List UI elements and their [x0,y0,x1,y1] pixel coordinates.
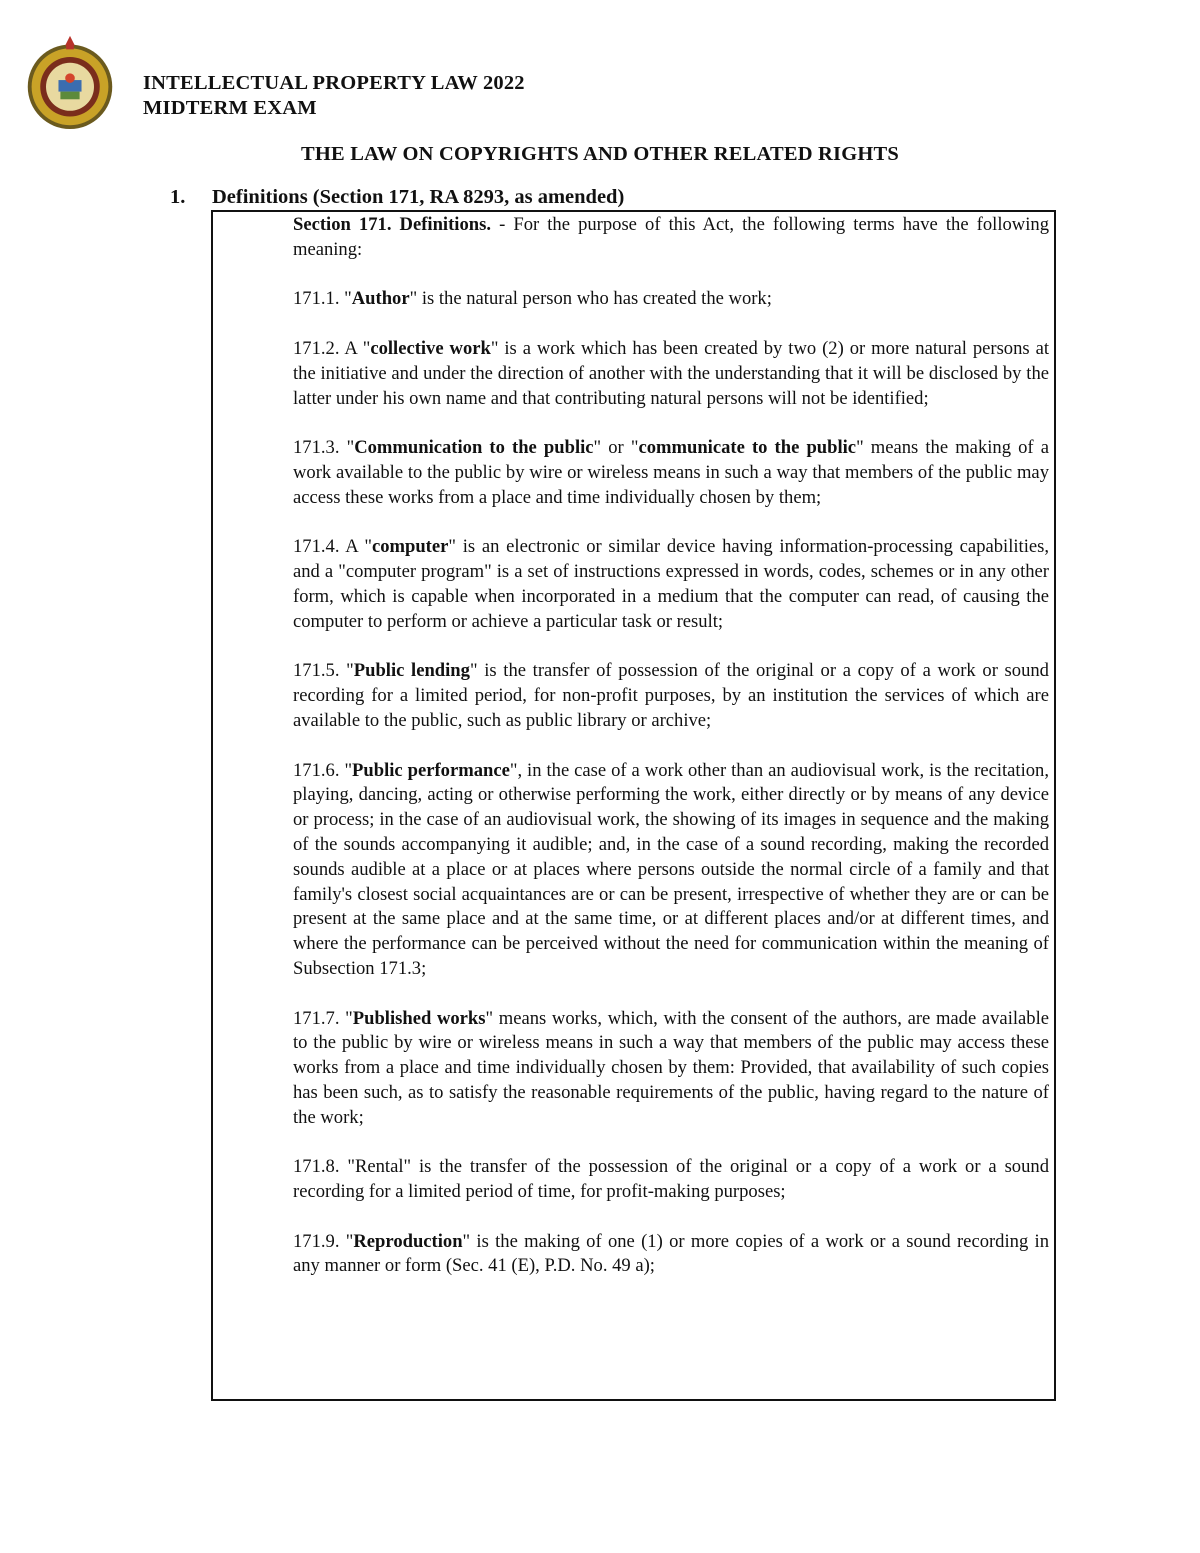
definition-text: ", in the case of a work other than an audiovisual work, is the recitation, playing, dancing, acting or otherwise performing the work, either directly or by means of any device or process; in the case of an audiovisual work, the showing of its images in sequence and the making of the sounds accompanying it audible; and, in the case of a sound recording, making the recorded sounds audible at a place or at places where persons outside the normal circle of a family and that family's closest social acquaintances are or can be present, irrespective of whether they are or can be present at the same place and at the same time, or at different places and/or at different times, and where the performance can be perceived without the need for communication within the meaning of Subsection 171.3; [293,759,1049,979]
defined-term: Reproduction [353,1230,463,1252]
definition-text: 171.9. " [293,1230,354,1252]
definition-text: 171.8. "Rental" is the transfer of the possession of the original or a copy of a work or a sound recording for a limited period of time, for profit-making purposes; [293,1156,1049,1203]
defined-term: Public performance [352,759,510,781]
document-title: THE LAW ON COPYRIGHTS AND OTHER RELATED RIGHTS [301,143,899,165]
definition-text: 171.2. A " [293,337,371,359]
definition-text: 171.3. " [293,437,355,459]
definition-paragraph [293,1007,1049,1131]
definition-text: 171.6. " [293,759,353,781]
item-number: 1. [170,186,186,208]
definition-text: " is the natural person who has created the work; [409,288,772,310]
definition-text: " is the transfer of possession of the original or a copy of a work or sound recording for a limited period, for non-profit purposes, by an institution the services of which are available to the public, such as public library or archive; [293,660,1049,731]
exam-course-title: INTELLECTUAL PROPERTY LAW 2022 [143,72,525,94]
definition-text: " means the making of a work available to the public by wire or wireless means in such a way that members of the public may access these works from a place and time individually chosen by them; [293,437,1049,508]
exam-type: MIDTERM EXAM [143,97,317,119]
definition-text: 171.7. " [293,1007,353,1029]
definition-text: 171.1. " [293,288,352,310]
definition-paragraph [293,1155,1049,1205]
defined-term: collective work [370,337,491,359]
definition-paragraph [293,659,1049,733]
item-title: Definitions (Section 171, RA 8293, as amended) [212,186,625,208]
definition-paragraph [293,287,1049,312]
defined-term: Author [351,288,410,310]
defined-term: Public lending [353,660,470,682]
definition-text: - For the purpose of this Act, the following terms have the following meaning: [293,214,1049,260]
university-seal-icon [22,34,118,130]
definition-paragraph [293,759,1049,982]
defined-term: Section 171. Definitions. [293,214,491,235]
defined-term: Published works [352,1007,486,1029]
definition-text: 171.4. A " [293,536,372,558]
definition-text: " means works, which, with the consent of the authors, are made available to the public by wire or wireless means in such a way that members of the public may access these works from a place and time individually chosen by them: Provided, that availability of such copies has been such, as to satisfy the reasonable requirements of the public, having regard to the nature of the work; [293,1007,1049,1128]
definition-paragraph [293,535,1049,634]
definition-paragraph [293,337,1049,411]
definition-paragraph [293,436,1049,510]
definition-text: " is a work which has been created by two (2) or more natural persons at the initiative and under the direction of another with the understanding that it will be disclosed by the latter under his own name and that contributing natural persons will not be identified; [293,337,1049,409]
definition-text: " or " [593,437,639,459]
definition-text: " is the making of one (1) or more copies of a work or a sound recording in any manner or form (Sec. 41 (E), P.D. No. 49 a); [293,1230,1049,1277]
defined-term: communicate to the public [638,437,857,459]
definition-text: 171.5. " [293,660,354,682]
defined-term: computer [371,536,449,558]
definitions-content [293,213,1049,1304]
definition-paragraph [293,1230,1049,1280]
definition-text: " is an electronic or similar device having information-processing capabilities, and a "computer program" is a set of instructions expressed in words, codes, schemes or in any other form, which is capable when incorporated in a medium that the computer can read, of causing the computer to perform or achieve a particular task or result; [293,536,1050,632]
definition-paragraph [293,213,1049,263]
defined-term: Communication to the public [354,437,594,459]
